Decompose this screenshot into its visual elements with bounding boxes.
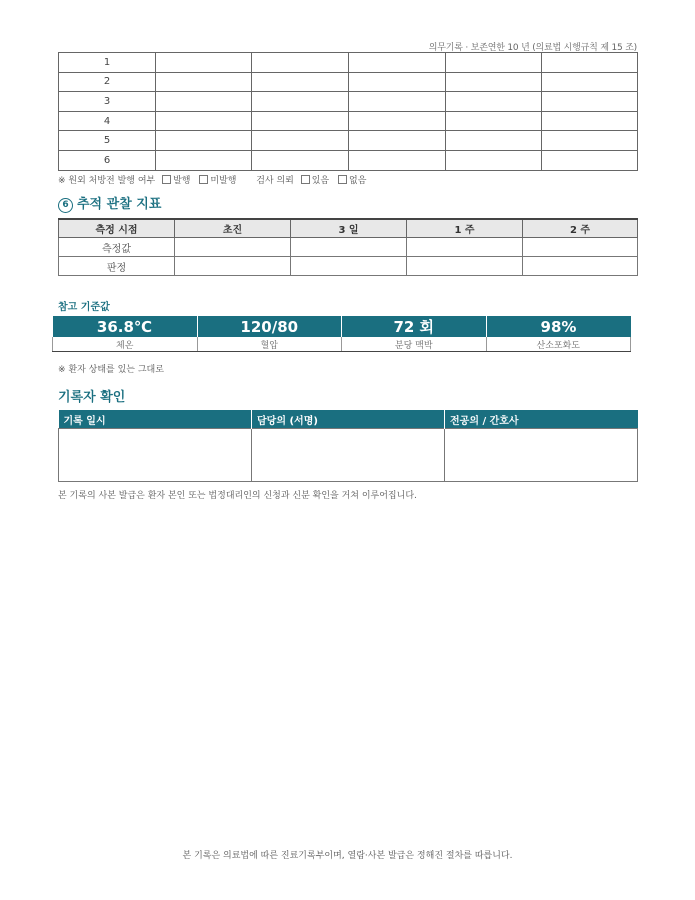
resident-nurse-cell[interactable] (445, 429, 638, 482)
reference-note: ※ 환자 상태를 있는 그대로 (58, 365, 164, 375)
table-cell[interactable] (156, 150, 252, 170)
table-cell[interactable] (542, 131, 638, 151)
row-label: 판정 (59, 257, 175, 276)
table-cell[interactable] (291, 238, 407, 257)
table-cell[interactable] (542, 111, 638, 131)
retention-note: 의무기록 · 보존연한 10 년 (의료법 시행규칙 제 15 조) (428, 43, 637, 53)
table-cell[interactable] (156, 72, 252, 92)
table-row (59, 131, 638, 151)
table-cell[interactable] (156, 131, 252, 151)
follow-up-table (58, 218, 638, 276)
page-footer: 본 기록은 의료법에 따른 진료기록부이며, 열람·사본 발급은 정해진 절차를 따릅니다. (182, 851, 513, 861)
table-cell[interactable] (542, 72, 638, 92)
prescription-note (58, 173, 366, 186)
table-row (59, 150, 638, 170)
table-row (59, 238, 638, 257)
column-header: 측정 시점 (59, 219, 175, 238)
table-cell[interactable] (156, 111, 252, 131)
column-header: 3 일 (291, 219, 407, 238)
section-6-heading (58, 193, 161, 213)
column-header: 담당의 (서명) (252, 410, 445, 429)
column-header: 전공의 / 간호사 (445, 410, 638, 429)
oxygen-saturation-value: 98% (486, 316, 631, 337)
table-cell[interactable] (156, 53, 252, 73)
table-cell[interactable] (252, 111, 349, 131)
table-cell[interactable] (349, 72, 446, 92)
table-cell[interactable] (252, 72, 349, 92)
table-cell[interactable] (446, 150, 542, 170)
table-row (59, 257, 638, 276)
table-header-row (59, 219, 638, 238)
table-cell[interactable] (156, 92, 252, 112)
reference-heading: 참고 기준값 (58, 302, 110, 313)
column-header: 2 주 (523, 219, 638, 238)
reference-values-table (52, 316, 631, 352)
table-cell[interactable] (446, 53, 542, 73)
table-cell[interactable] (349, 131, 446, 151)
row-number: 1 (59, 53, 156, 73)
column-header: 기록 일시 (59, 410, 252, 429)
table-cell[interactable] (349, 92, 446, 112)
table-row (59, 53, 638, 73)
table-cell[interactable] (175, 257, 291, 276)
prescription-table (58, 52, 638, 171)
prescription-issue-label: ※ 원외 처방전 발행 여부 (58, 176, 156, 186)
table-cell[interactable] (349, 111, 446, 131)
copy-issuance-note: 본 기록의 사본 발급은 환자 본인 또는 법정대리인의 신청과 신분 확인을 거쳐 이루어집니다. (58, 491, 417, 501)
column-header: 1 주 (407, 219, 523, 238)
blood-pressure-value: 120/80 (197, 316, 342, 337)
table-cell[interactable] (252, 92, 349, 112)
table-cell[interactable] (252, 53, 349, 73)
record-datetime-cell[interactable] (59, 429, 252, 482)
table-row (59, 111, 638, 131)
row-number: 2 (59, 72, 156, 92)
temperature-value: 36.8℃ (53, 316, 198, 337)
issued-label: 발행 (173, 176, 191, 186)
table-cell[interactable] (523, 257, 638, 276)
attending-signature-cell[interactable] (252, 429, 445, 482)
table-cell[interactable] (542, 150, 638, 170)
record-confirm-heading: 기록자 확인 (58, 390, 126, 405)
pulse-label: 분당 맥박 (342, 337, 487, 352)
table-cell[interactable] (446, 92, 542, 112)
reference-value-row (53, 316, 631, 337)
table-cell[interactable] (407, 238, 523, 257)
table-cell[interactable] (252, 150, 349, 170)
reference-label-row (53, 337, 631, 352)
table-cell[interactable] (446, 72, 542, 92)
table-cell[interactable] (446, 111, 542, 131)
column-header: 초진 (175, 219, 291, 238)
table-cell[interactable] (175, 238, 291, 257)
not-issued-label: 미발행 (210, 176, 237, 186)
table-cell[interactable] (252, 131, 349, 151)
section-number-icon: 6 (58, 198, 73, 213)
table-cell[interactable] (542, 92, 638, 112)
record-confirm-table (58, 410, 638, 482)
table-cell[interactable] (446, 131, 542, 151)
not-issued-checkbox[interactable] (199, 175, 208, 184)
table-row (59, 92, 638, 112)
table-cell[interactable] (407, 257, 523, 276)
test-yes-label: 있음 (311, 176, 330, 186)
oxygen-saturation-label: 산소포화도 (486, 337, 631, 352)
row-number: 4 (59, 111, 156, 131)
test-no-label: 없음 (349, 176, 367, 186)
pulse-value: 72 회 (342, 316, 487, 337)
blood-pressure-label: 혈압 (197, 337, 342, 352)
table-cell[interactable] (291, 257, 407, 276)
row-number: 6 (59, 150, 156, 170)
section-6-title: 추적 관찰 지표 (77, 197, 162, 212)
table-row (59, 429, 638, 482)
temperature-label: 체온 (53, 337, 198, 352)
table-header-row (59, 410, 638, 429)
test-request-label: 검사 의뢰 (256, 176, 294, 186)
table-cell[interactable] (349, 150, 446, 170)
test-no-checkbox[interactable] (338, 175, 347, 184)
table-row (59, 72, 638, 92)
test-yes-checkbox[interactable] (301, 175, 310, 184)
issued-checkbox[interactable] (162, 175, 171, 184)
table-cell[interactable] (523, 238, 638, 257)
row-number: 3 (59, 92, 156, 112)
table-cell[interactable] (542, 53, 638, 73)
row-label: 측정값 (59, 238, 175, 257)
row-number: 5 (59, 131, 156, 151)
table-cell[interactable] (349, 53, 446, 73)
